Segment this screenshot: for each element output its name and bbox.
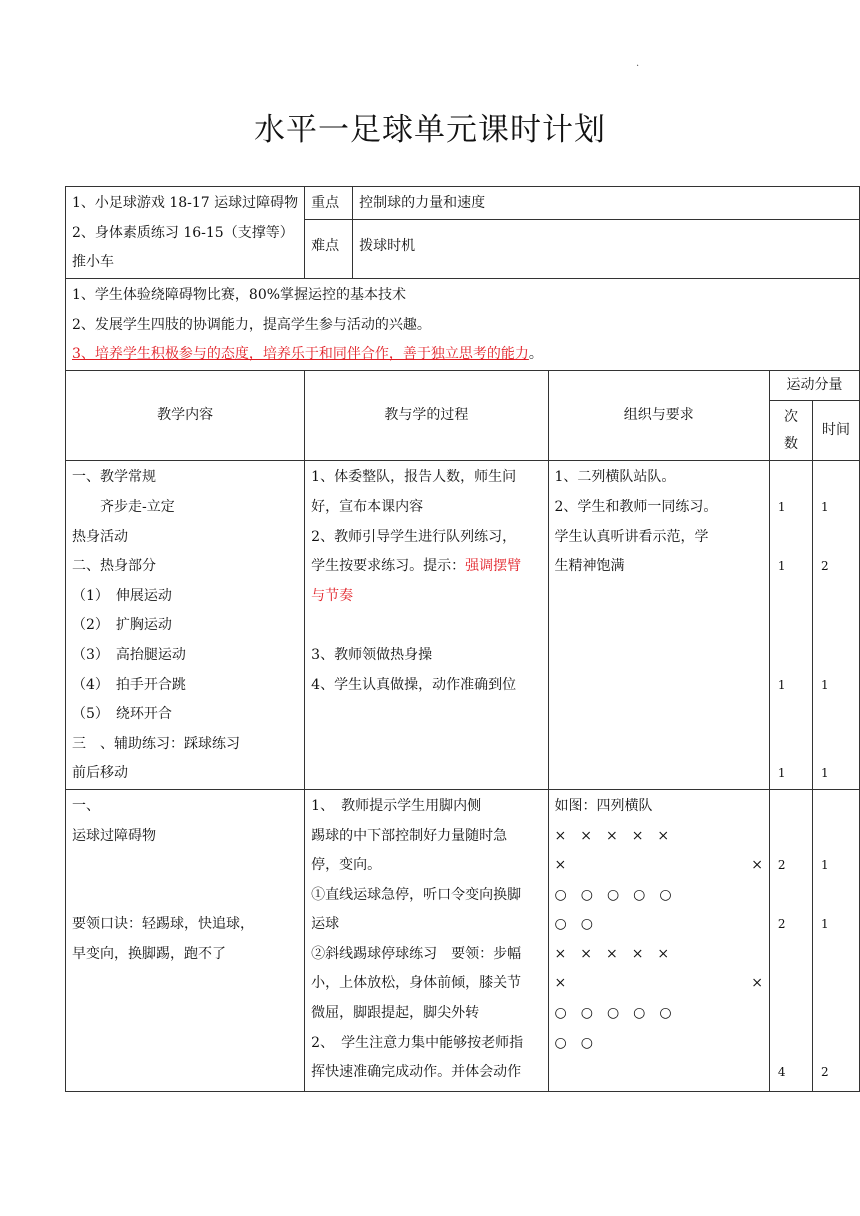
warmup-content-line: 齐步走-立定	[72, 498, 175, 515]
warmup-process-line: 3、教师领做热身操	[311, 646, 433, 663]
spacer	[813, 523, 859, 553]
warmup-content-line: 前后移动	[72, 765, 128, 782]
warmup-process-cell	[305, 461, 548, 790]
formation-row: ○ ○	[554, 1034, 593, 1051]
formation-row	[555, 851, 763, 881]
warmup-content-cell	[66, 461, 305, 790]
spacer	[770, 881, 812, 911]
page-title: 水平一足球单元课时计划	[254, 112, 606, 148]
spacer	[770, 700, 812, 730]
warmup-org-line: 1、二列横队站队。	[554, 469, 676, 486]
lesson-plan-table	[65, 186, 860, 1092]
dribbling-time: 1	[821, 917, 829, 932]
spacer	[813, 582, 859, 612]
formation-row	[555, 969, 763, 999]
formation-row-right: ×	[751, 975, 763, 992]
warmup-content-line: （1） 伸展运动	[72, 587, 172, 604]
lesson-plan-table-wrap	[65, 186, 860, 1092]
spacer	[770, 792, 812, 822]
dribbling-time-cell	[813, 789, 860, 1091]
dribbling-process-line: 小，上体放松，身体前倾，膝关节	[311, 975, 522, 992]
formation-row: ○ ○ ○ ○ ○	[554, 886, 672, 903]
spacer	[770, 999, 812, 1029]
dribbling-process-line: 停，变向。	[311, 857, 382, 874]
warmup-content-line: （2） 扩胸运动	[72, 617, 172, 634]
header-row-key	[66, 187, 860, 220]
dribbling-process-line: 运球	[311, 916, 340, 933]
col-header-count-b: 数	[783, 435, 798, 452]
col-header-content: 教学内容	[66, 370, 305, 461]
warmup-org-line: 2、学生和教师一同练习。	[554, 498, 718, 515]
warmup-time: 2	[821, 559, 829, 574]
spacer	[813, 969, 859, 999]
warmup-process-line: 好，宣布本课内容	[311, 498, 424, 515]
dribbling-content-line: 一、	[72, 797, 100, 814]
col-header-time: 时间	[813, 401, 860, 461]
col-header-organization: 组织与要求	[548, 370, 769, 461]
spacer	[770, 1029, 812, 1059]
lesson-content-cell	[66, 187, 305, 279]
formation-label: 如图：四列横队	[554, 797, 653, 814]
warmup-content-line: 三 、辅助练习：踩球练习	[72, 735, 240, 752]
key-point-text: 控制球的力量和速度	[353, 187, 860, 220]
spacer	[813, 611, 859, 641]
spacer	[813, 822, 859, 852]
lesson-content-line: 推小车	[72, 254, 114, 271]
dribbling-process-line: 挥快速准确完成动作。并体会动作	[311, 1064, 522, 1081]
dribbling-count: 4	[777, 1065, 786, 1080]
dribbling-process-line: 1、 教师提示学生用脚内侧	[311, 797, 482, 814]
spacer	[770, 463, 812, 493]
spacer	[770, 611, 812, 641]
objective-line-3-end: 。	[528, 346, 543, 363]
page-mark: .	[636, 58, 640, 69]
formation-row: ○ ○ ○ ○ ○	[554, 1005, 672, 1022]
spacer	[770, 822, 812, 852]
spacer	[770, 523, 812, 553]
warmup-organization-cell	[548, 461, 769, 790]
warmup-time: 1	[821, 766, 829, 781]
spacer	[72, 851, 298, 881]
dribbling-organization-cell	[548, 789, 769, 1091]
lesson-content-line: 2、身体素质练习 16-15（支撑等）	[72, 224, 294, 241]
warmup-org-line: 生精神饱满	[554, 558, 625, 575]
warmup-count: 1	[777, 766, 786, 781]
warmup-process-text: 学生按要求练习。提示：	[311, 558, 466, 575]
dribbling-content-line: 早变向，换脚踢，跑不了	[72, 945, 226, 962]
warmup-org-line: 学生认真听讲看示范，学	[554, 528, 709, 545]
column-header-row-1	[66, 370, 860, 401]
spacer	[770, 969, 812, 999]
key-point-label: 重点	[305, 187, 353, 220]
lesson-content-line: 1、小足球游戏 18-17 运球过障碍物	[72, 195, 299, 211]
objective-line-3	[72, 340, 853, 370]
spacer	[813, 641, 859, 671]
objectives-cell	[66, 279, 860, 371]
warmup-content-line: 一、教学常规	[72, 469, 156, 486]
col-header-count-a: 次	[783, 408, 798, 425]
dribbling-process-line: ②斜线踢球停球练习 要领：步幅	[311, 945, 522, 962]
dribbling-row	[66, 789, 860, 1091]
warmup-content-line: （4） 拍手开合跳	[72, 676, 186, 693]
spacer	[770, 730, 812, 760]
col-header-count	[769, 401, 812, 461]
spacer	[813, 700, 859, 730]
dribbling-process-line: 踢球的中下部控制好力量随时急	[311, 827, 508, 844]
formation-row: ○ ○	[554, 916, 593, 933]
warmup-content-line: （5） 绕环开合	[72, 706, 172, 723]
formation-row-left: ×	[554, 857, 567, 874]
warmup-process-emphasis: 强调摆臂	[465, 558, 522, 575]
spacer	[770, 940, 812, 970]
spacer	[770, 582, 812, 612]
spacer	[813, 730, 859, 760]
spacer	[813, 1029, 859, 1059]
dribbling-time: 2	[821, 1065, 829, 1080]
objective-line-3-red: 3、培养学生积极参与的态度，培养乐于和同伴合作，善于独立思考的能力	[72, 346, 529, 363]
formation-row: × × × × ×	[554, 827, 670, 844]
warmup-row	[66, 461, 860, 790]
objective-line-2: 2、发展学生四肢的协调能力，提高学生参与活动的兴趣。	[72, 316, 431, 333]
dribbling-content-cell	[66, 789, 305, 1091]
warmup-process-line: 4、学生认真做操，动作准确到位	[311, 676, 517, 693]
warmup-time-cell	[813, 461, 860, 790]
warmup-time: 1	[821, 499, 829, 514]
formation-row-left: ×	[554, 975, 567, 992]
formation-row-right: ×	[751, 857, 763, 874]
warmup-count: 1	[777, 559, 786, 574]
dribbling-process-line: 微屈，脚跟提起，脚尖外转	[311, 1005, 480, 1022]
col-header-process: 教与学的过程	[305, 370, 548, 461]
dribbling-count-cell	[769, 789, 812, 1091]
warmup-content-line: 二、热身部分	[72, 558, 156, 575]
difficulty-text: 拨球时机	[353, 220, 860, 279]
dribbling-time: 1	[821, 858, 829, 873]
spacer	[311, 611, 541, 641]
spacer	[813, 792, 859, 822]
objectives-row	[66, 279, 860, 371]
dribbling-count: 2	[777, 917, 786, 932]
warmup-content-line: 热身活动	[72, 528, 128, 545]
warmup-process-line: 2、教师引导学生进行队列练习，	[311, 528, 517, 545]
spacer	[813, 940, 859, 970]
warmup-content-line: （3） 高抬腿运动	[72, 646, 186, 663]
spacer	[770, 641, 812, 671]
spacer	[813, 463, 859, 493]
spacer	[813, 881, 859, 911]
spacer	[72, 881, 298, 911]
warmup-time: 1	[821, 677, 829, 692]
col-header-load: 运动分量	[769, 370, 859, 401]
warmup-count: 1	[777, 677, 786, 692]
difficulty-label: 难点	[305, 220, 353, 279]
warmup-process-emphasis-cont: 与节奏	[311, 587, 354, 604]
warmup-process-line: 1、体委整队，报告人数，师生问	[311, 469, 517, 486]
dribbling-count: 2	[777, 858, 786, 873]
dribbling-process-cell	[305, 789, 548, 1091]
formation-row: × × × × ×	[554, 945, 670, 962]
objective-line-1: 1、学生体验绕障碍物比赛，80%掌握运控的基本技术	[72, 287, 407, 303]
spacer	[813, 999, 859, 1029]
dribbling-process-line: ①直线运球急停，听口令变向换脚	[311, 886, 522, 903]
warmup-count: 1	[777, 499, 786, 514]
dribbling-content-line: 要领口诀：轻踢球，快追球，	[72, 916, 254, 933]
dribbling-content-line: 运球过障碍物	[72, 827, 156, 844]
warmup-count-cell	[769, 461, 812, 790]
dribbling-process-line: 2、 学生注意力集中能够按老师指	[311, 1034, 524, 1051]
warmup-process-line	[311, 552, 541, 582]
